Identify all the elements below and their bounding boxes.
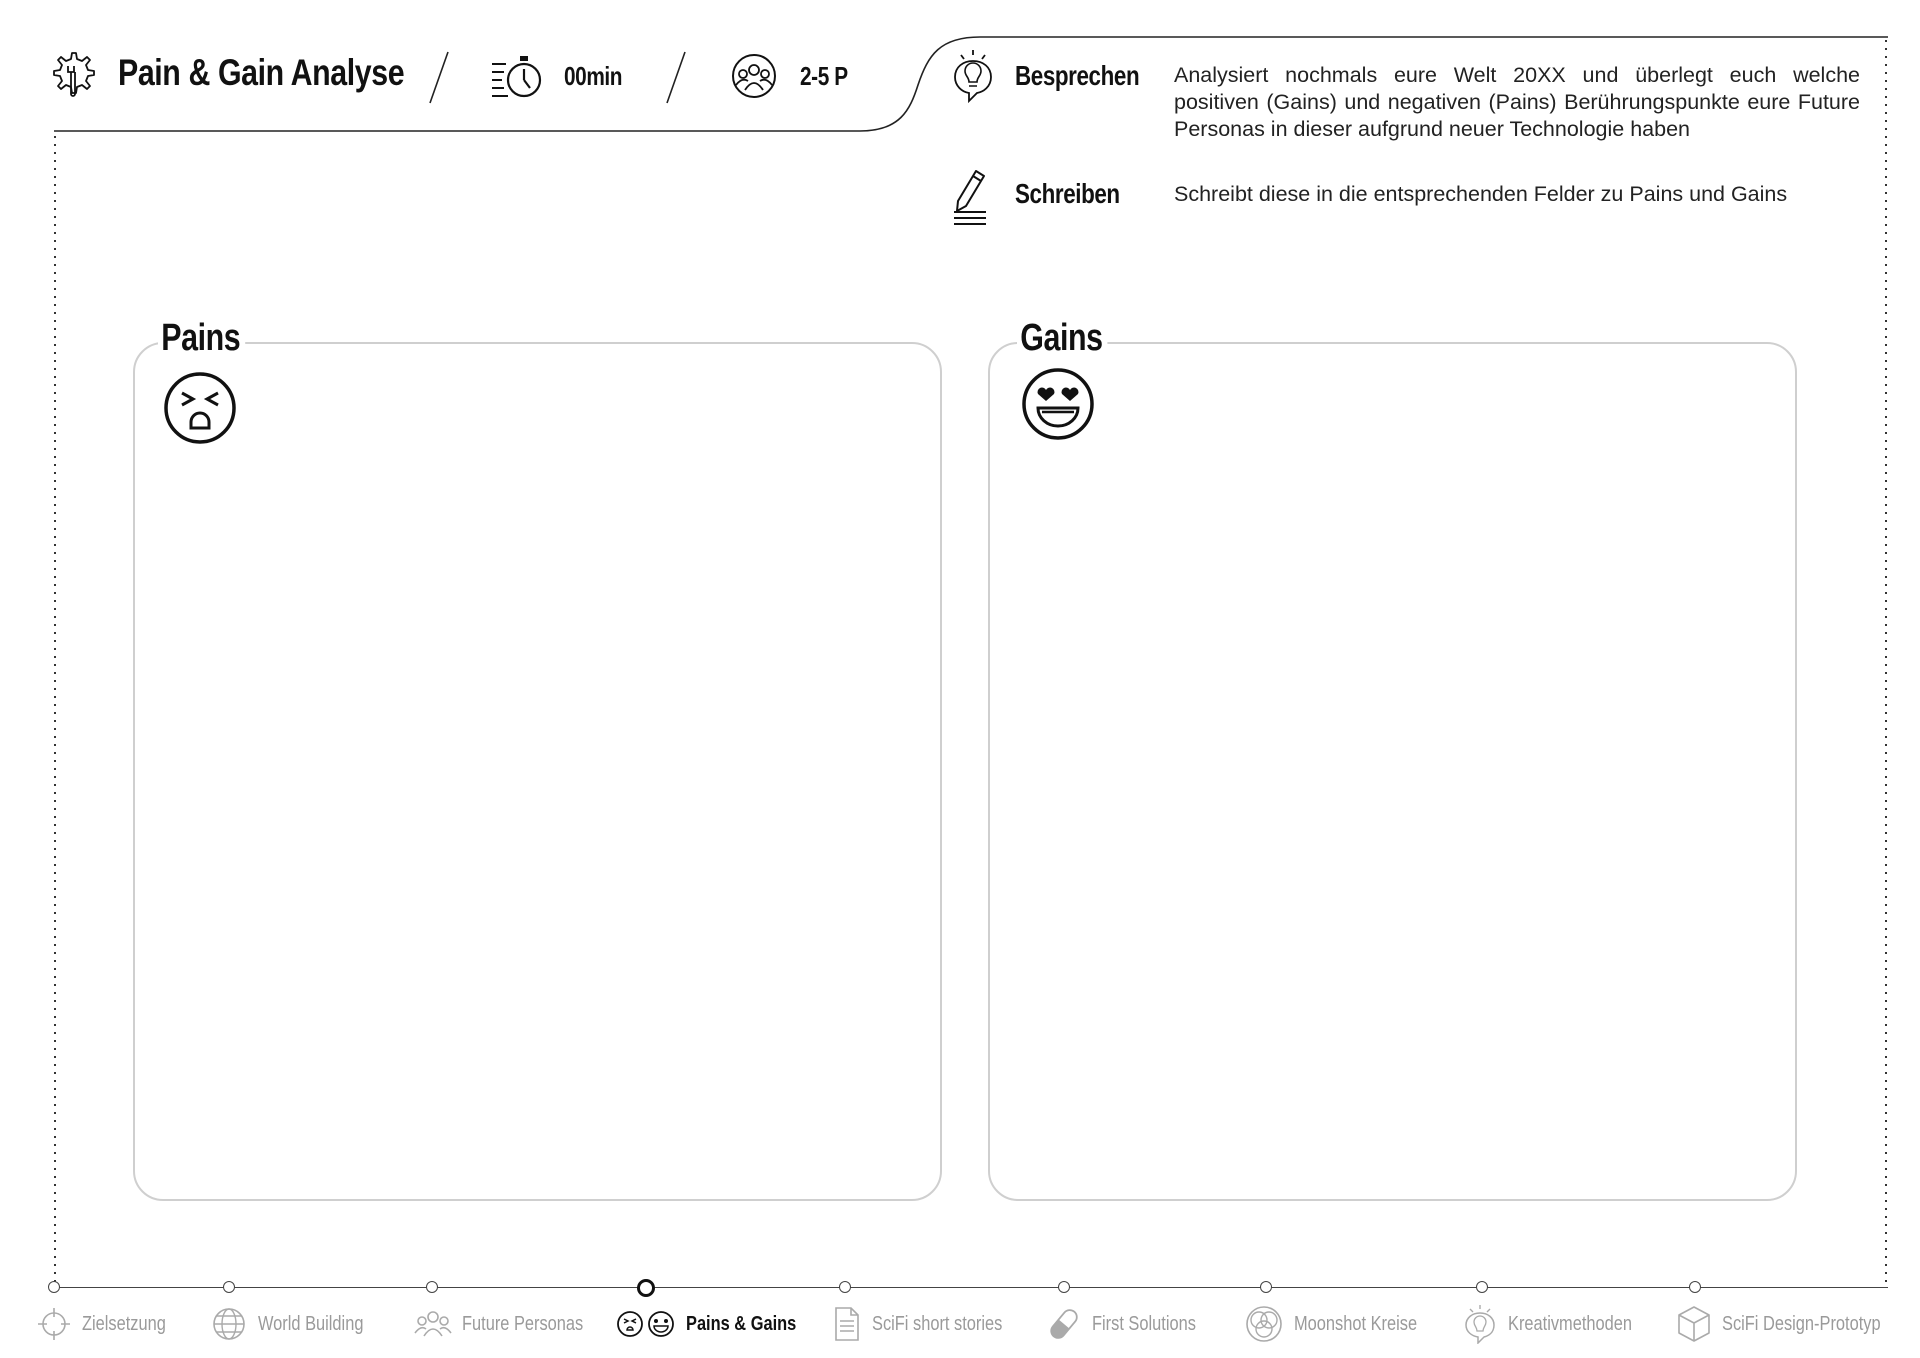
progress-dot[interactable] xyxy=(1476,1281,1488,1293)
gains-title: Gains xyxy=(1017,317,1107,360)
pill-icon xyxy=(1046,1306,1082,1342)
nav-item-pains-gains[interactable] xyxy=(616,1306,821,1342)
venn-icon xyxy=(1244,1305,1284,1343)
nav-label: Kreativmethoden xyxy=(1508,1312,1632,1335)
participants-value: 2-5 P xyxy=(800,61,848,91)
lightbulb-icon xyxy=(1462,1304,1498,1344)
instruction-text-discuss: Analysiert nochmals eure Welt 20XX und überlegt euch welche positiven (Gains) und negativen (Pains) Berührungspunkte eure Future Personas in dieser aufgrund neuer Technologie haben xyxy=(1174,63,1860,141)
progress-dot[interactable] xyxy=(839,1281,851,1293)
faces-icon xyxy=(616,1308,676,1340)
crosshair-icon xyxy=(36,1306,72,1342)
progress-dot[interactable] xyxy=(223,1281,235,1293)
cube-icon xyxy=(1676,1305,1712,1343)
progress-dot[interactable] xyxy=(1260,1281,1272,1293)
instruction-text-write: Schreibt diese in die entsprechenden Felder zu Pains und Gains xyxy=(1174,182,1788,206)
progress-dot[interactable] xyxy=(426,1281,438,1293)
pains-title: Pains xyxy=(158,317,245,360)
stopwatch-icon xyxy=(490,52,544,100)
progress-line xyxy=(54,1287,1888,1288)
pencil-icon xyxy=(952,168,988,226)
nav-item-scifi-design-prototyp[interactable] xyxy=(1676,1306,1915,1342)
progress-dot[interactable] xyxy=(48,1281,60,1293)
nav-item-first-solutions[interactable] xyxy=(1046,1306,1219,1342)
pain-face-icon xyxy=(162,370,238,446)
nav-label: SciFi Design-Prototyp xyxy=(1722,1312,1881,1335)
nav-item-future-personas[interactable] xyxy=(414,1306,610,1342)
nav-item-scifi-short-stories[interactable] xyxy=(832,1306,1031,1342)
nav-label: Future Personas xyxy=(462,1312,584,1335)
pains-panel[interactable] xyxy=(133,342,942,1201)
globe-icon xyxy=(210,1306,248,1342)
progress-dot-active[interactable] xyxy=(637,1279,655,1297)
lightbulb-speech-icon xyxy=(950,48,996,104)
nav-label: First Solutions xyxy=(1092,1312,1196,1335)
nav-label: SciFi short stories xyxy=(872,1312,1003,1335)
page-title: Pain & Gain Analyse xyxy=(118,52,405,93)
gains-panel[interactable] xyxy=(988,342,1797,1201)
nav-label: Pains & Gains xyxy=(686,1312,797,1335)
group-icon xyxy=(730,52,778,100)
nav-item-moonshot-kreise[interactable] xyxy=(1244,1306,1444,1342)
nav-label: Zielsetzung xyxy=(82,1312,166,1335)
nav-label: Moonshot Kreise xyxy=(1294,1312,1418,1335)
instruction-label-write: Schreiben xyxy=(1015,178,1120,209)
instruction-label-discuss: Besprechen xyxy=(1015,60,1140,91)
gear-wrench-icon xyxy=(48,50,96,100)
nav-label: World Building xyxy=(258,1312,364,1335)
nav-item-kreativmethoden[interactable] xyxy=(1462,1306,1659,1342)
document-icon xyxy=(832,1306,862,1342)
nav-item-world-building[interactable] xyxy=(210,1306,387,1342)
progress-dot[interactable] xyxy=(1058,1281,1070,1293)
nav-item-zielsetzung[interactable] xyxy=(36,1306,184,1342)
progress-dot[interactable] xyxy=(1689,1281,1701,1293)
duration-value: 00min xyxy=(564,61,623,91)
love-face-icon xyxy=(1020,366,1096,442)
group-icon xyxy=(414,1306,452,1342)
